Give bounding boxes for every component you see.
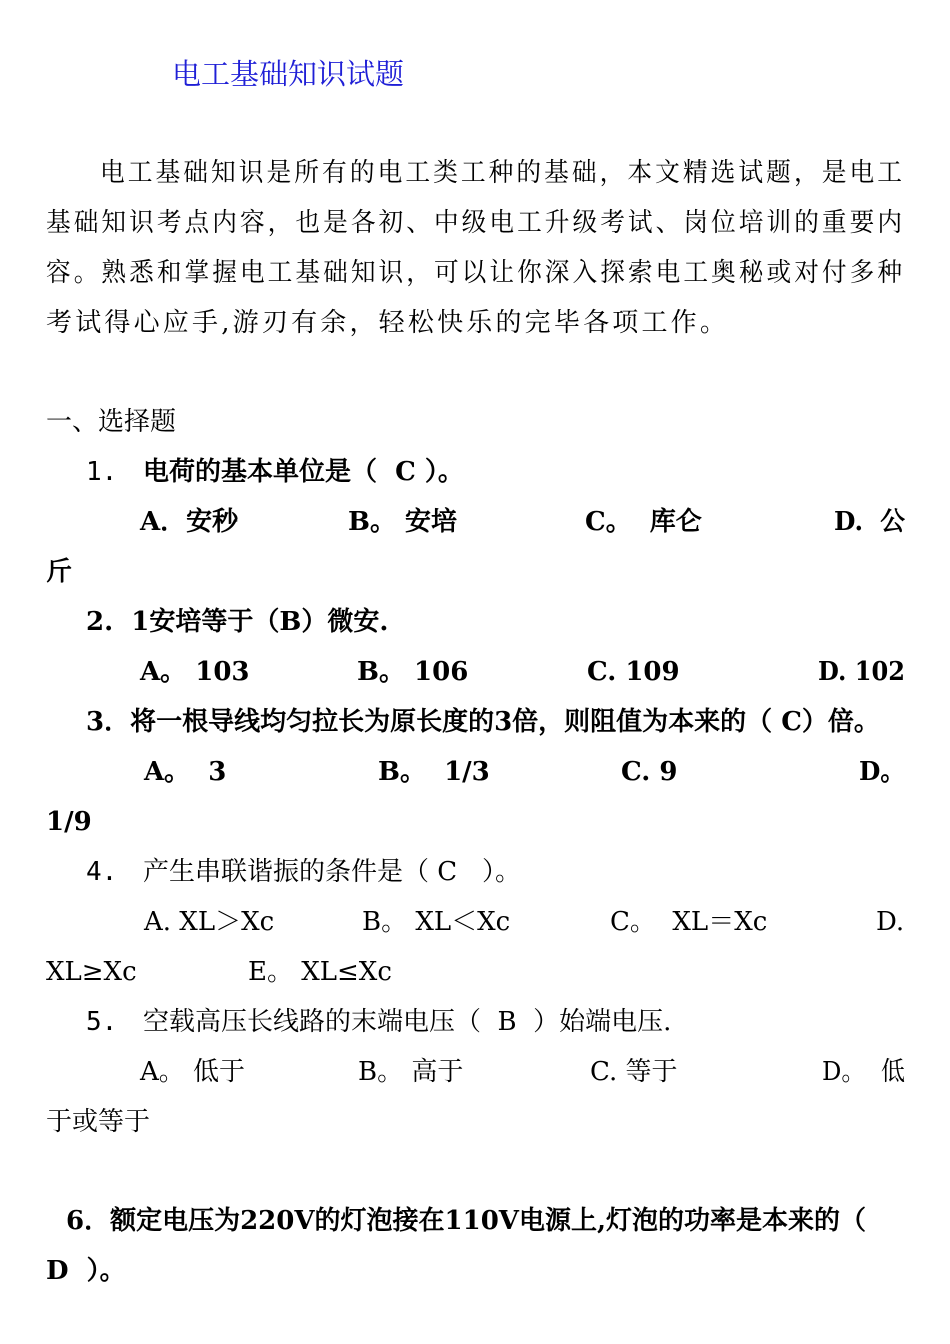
intro-line-2: 基础知识考点内容，也是各初、中级电工升级考试、岗位培训的重要内 [46, 208, 906, 238]
q1-option-d-continued: 斤 [46, 557, 73, 587]
q2-option-b: B。 106 [357, 657, 469, 687]
q4-stem: 产生串联谐振的条件是（ C ）。 [143, 857, 521, 887]
intro-line-3: 容。熟悉和掌握电工基础知识，可以让你深入探索电工奥秘或对付多种 [46, 258, 906, 288]
q5-option-c: C. 等于 [590, 1057, 678, 1087]
q4-option-d: D. [876, 907, 905, 937]
document-title: 电工基础知识试题 [172, 57, 405, 91]
q4-option-a: A. XL＞Xc [144, 907, 275, 937]
q4-option-e: E。 XL≤Xc [248, 957, 392, 987]
q3-option-b: B。 1/3 [378, 757, 490, 787]
q2-stem: 2. 1安培等于（B）微安. [86, 607, 389, 637]
q2-option-c: C. 109 [587, 657, 680, 687]
q1-option-a: A．安秒 [140, 507, 239, 537]
q4-number: 4. [86, 857, 118, 887]
q2-option-a: A。 103 [140, 657, 250, 687]
q5-stem: 空载高压长线路的末端电压（ B ）始端电压. [143, 1007, 672, 1037]
q1-option-b: B。 安培 [348, 507, 458, 537]
q1-option-c: C。 库仑 [585, 507, 702, 537]
q3-stem: 3．将一根导线均匀拉长为原长度的3倍，则阻值为本来的（ C）倍。 [86, 707, 880, 737]
q1-option-d: D. 公 [834, 507, 905, 537]
q5-option-a: A。 低于 [140, 1057, 246, 1087]
q4-option-b: B。 XL＜Xc [362, 907, 511, 937]
q5-option-b: B。 高于 [358, 1057, 464, 1087]
q4-option-d-continued: XL≥Xc [46, 957, 137, 987]
q5-option-d-continued: 于或等于 [46, 1107, 151, 1137]
intro-line-4: 考试得心应手,游刃有余，轻松快乐的完毕各项工作。 [46, 308, 730, 338]
q3-option-a: A。 3 [144, 757, 227, 787]
intro-line-1: 电工基础知识是所有的电工类工种的基础，本文精选试题，是电工 [100, 158, 905, 188]
q5-number: 5. [86, 1007, 118, 1037]
q1-stem: 电荷的基本单位是（ C ）。 [143, 457, 464, 487]
q6-stem: 6．额定电压为220V的灯泡接在110V电源上,灯泡的功率是本来的（ [66, 1206, 867, 1236]
q4-option-c: C。 XL＝Xc [610, 907, 768, 937]
q2-option-d: D. 102 [818, 657, 905, 687]
q5-option-d: D。 低 [822, 1057, 905, 1087]
q3-option-d: D。 [859, 757, 905, 787]
section-heading: 一、选择题 [46, 407, 177, 437]
q3-option-d-continued: 1/9 [46, 807, 92, 837]
q6-stem-continued: D ）。 [46, 1256, 126, 1286]
q3-option-c: C. 9 [621, 757, 678, 787]
q1-number: 1. [86, 457, 118, 487]
